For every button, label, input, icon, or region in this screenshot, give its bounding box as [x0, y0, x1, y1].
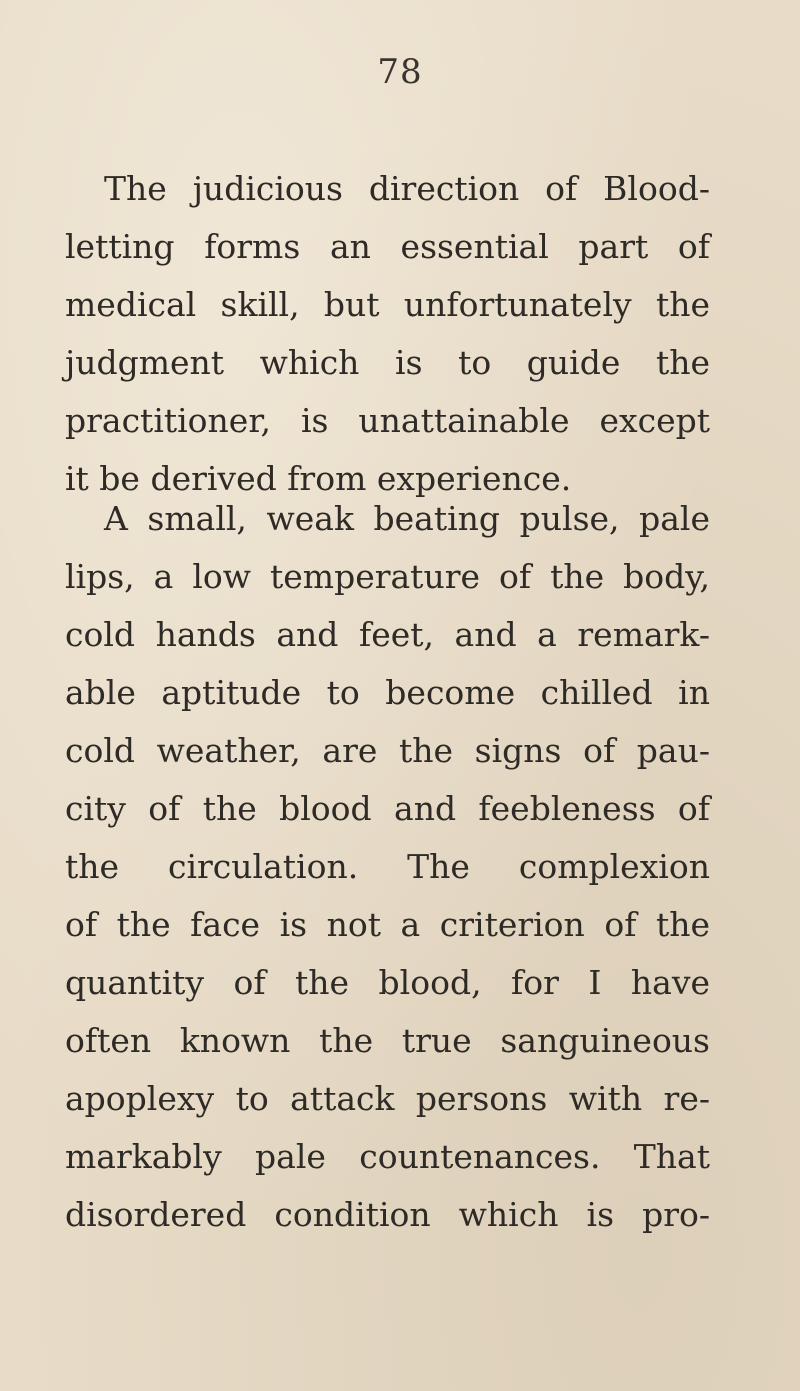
text-line: judgment which is to guide the: [65, 343, 710, 382]
text-line: the circulation. The complexion: [65, 847, 710, 886]
text-line: of the face is not a criterion of the: [65, 905, 710, 944]
text-line: cold weather, are the signs of pau-: [65, 731, 710, 770]
text-line: often known the true sanguineous: [65, 1021, 710, 1060]
text-line: practitioner, is unattainable except: [65, 401, 710, 440]
text-line: letting forms an essential part of: [65, 227, 710, 266]
text-line: disordered condition which is pro-: [65, 1195, 710, 1234]
text-line: city of the blood and feebleness of: [65, 789, 710, 828]
text-line: lips, a low temperature of the body,: [65, 557, 710, 596]
text-line: markably pale countenances. That: [65, 1137, 710, 1176]
text-line: cold hands and feet, and a remark-: [65, 615, 710, 654]
text-line: A small, weak beating pulse, pale: [104, 499, 710, 538]
text-line: able aptitude to become chilled in: [65, 673, 710, 712]
text-line: medical skill, but unfortunately the: [65, 285, 710, 324]
text-line: it be derived from experience.: [65, 459, 572, 498]
text-line: quantity of the blood, for I have: [65, 963, 710, 1002]
page-number: 78: [377, 52, 423, 92]
text-line: The judicious direction of Blood-: [104, 169, 710, 208]
text-line: apoplexy to attack persons with re-: [65, 1079, 710, 1118]
